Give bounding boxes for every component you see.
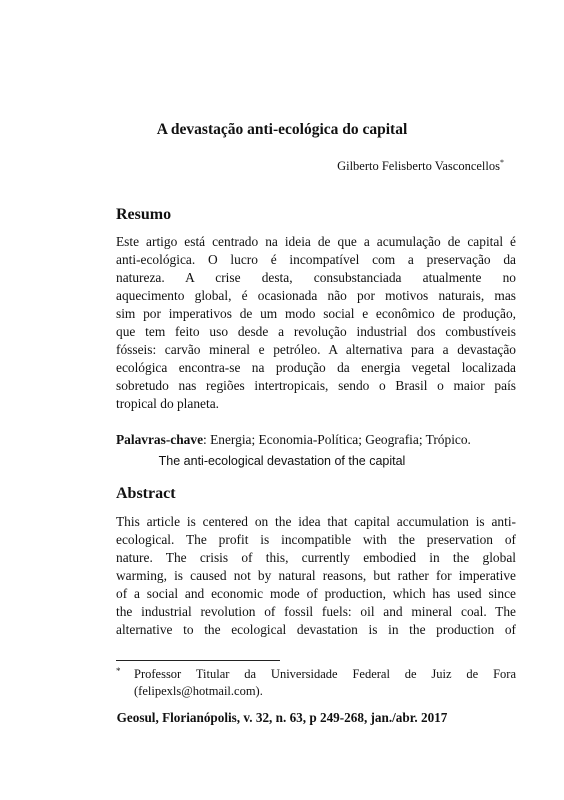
- resumo-line: que tem feito uso desde a revolução industrial dos combustíveis: [116, 324, 516, 339]
- resumo-paragraph: [116, 233, 516, 413]
- abstract-line: alternative to the ecological devastation is in the production of: [116, 622, 516, 637]
- journal-citation: Geosul, Florianópolis, v. 32, n. 63, p 249-268, jan./abr. 2017: [116, 710, 448, 725]
- resumo-line: sim por imperativos de um modo social e econômico de produção,: [116, 306, 516, 321]
- abstract-heading: Abstract: [116, 485, 176, 502]
- abstract-line: ecological. The profit is incompatible with the preservation of: [116, 532, 516, 547]
- resumo-line: fósseis: carvão mineral e petróleo. A alternativa para a devastação: [116, 342, 516, 357]
- resumo-line: tropical do planeta.: [116, 396, 219, 411]
- english-title: The anti-ecological devastation of the capital: [158, 454, 406, 468]
- abstract-paragraph: [116, 513, 516, 657]
- keywords-line: [116, 431, 536, 449]
- keywords-label: Palavras-chave: [116, 432, 204, 447]
- resumo-line: sobretudo nas regiões intertropicais, sendo o Brasil o maior país: [116, 378, 516, 393]
- paper-title: A devastação anti-ecológica do capital: [156, 121, 408, 138]
- abstract-line: warming, is caused not by natural reasons, but rather for imperative: [116, 568, 516, 583]
- abstract-line: nature. The crisis of this, currently embodied in the global: [116, 550, 516, 565]
- resumo-line: natureza. A crise desta, consubstanciada atualmente no: [116, 270, 516, 285]
- abstract-line: the industrial revolution of fossil fuels: oil and mineral coal. The: [116, 604, 516, 619]
- resumo-line: Este artigo está centrado na ideia de que a acumulação de capital é: [116, 234, 516, 249]
- footnote-line: (felipexls@hotmail.com).: [134, 684, 263, 698]
- author-line: [337, 158, 504, 174]
- author-name: Gilberto Felisberto Vasconcellos: [337, 159, 500, 173]
- resumo-line: aquecimento global, é ocasionada não por motivos naturais, mas: [116, 288, 516, 303]
- keywords-list: : Energia; Economia-Política; Geografia; Trópico.: [203, 432, 471, 447]
- footnote: [116, 666, 516, 700]
- resumo-line: ecológica encontra-se na produção da energia vegetal localizada: [116, 360, 516, 375]
- footnote-divider: [116, 660, 280, 661]
- footnote-line: Professor Titular da Universidade Federal de Juiz de Fora: [134, 667, 516, 681]
- resumo-heading: Resumo: [116, 206, 172, 223]
- author-footnote-mark: *: [500, 158, 504, 167]
- abstract-line: of a social and economic mode of production, which has used since: [116, 586, 516, 601]
- abstract-line: This article is centered on the idea that capital accumulation is anti-: [116, 514, 516, 529]
- footnote-mark: *: [116, 666, 121, 676]
- resumo-line: anti-ecológica. O lucro é incompatível com a preservação da: [116, 252, 516, 267]
